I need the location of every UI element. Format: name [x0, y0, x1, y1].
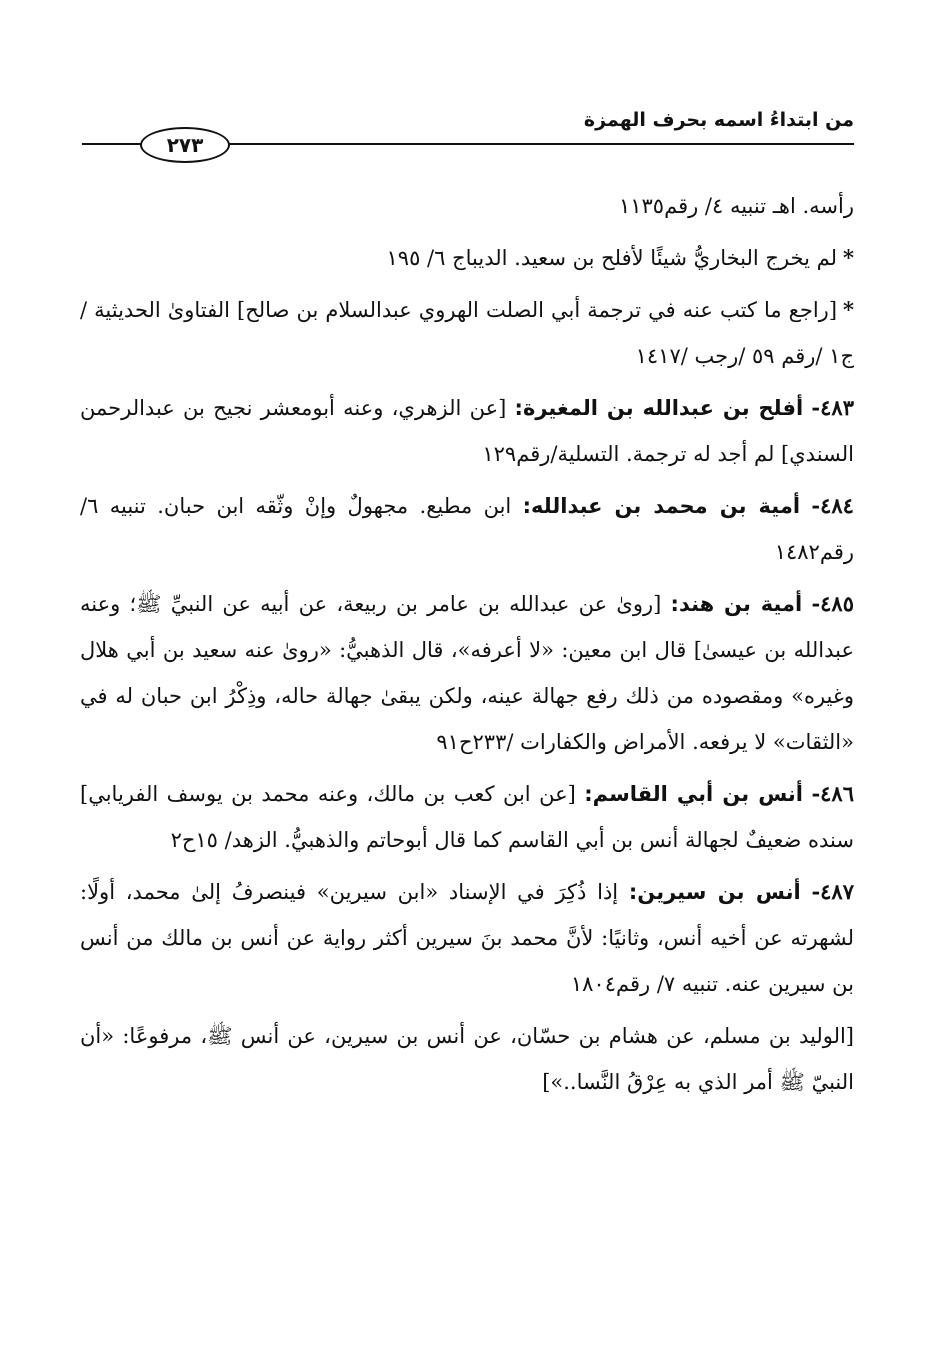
asterisk-mark: *: [843, 297, 854, 322]
entry-486: [80, 771, 854, 863]
intro-paragraph: رأسه. اهـ تنبيه ٤/ رقم١١٣٥: [618, 194, 854, 218]
entry-487: [80, 869, 854, 1007]
closing-paragraph: [الوليد بن مسلم، عن هشام بن حسّان، عن أنس بن سيرين، عن أنس ﷺ، مرفوعًا: «أن النبيّ ﷺ أمر الذي به عِرْقُ النَّسا..»]: [80, 1024, 855, 1094]
entry-485: [80, 581, 854, 765]
entry-number: ٤٨٥-: [811, 591, 854, 616]
entry-name: أمية بن هند:: [670, 592, 803, 616]
entry-name: أنس بن سيرين:: [628, 880, 801, 904]
entry-number: ٤٨٤-: [811, 493, 854, 518]
entry-text: ابن مطيع. مجهولٌ وإنْ وثّقه ابن حبان. تنبيه ٦/ رقم١٤٨٢: [80, 494, 854, 564]
entry-number: ٤٨٧-: [811, 879, 854, 904]
entry-text: إذا ذُكِرَ في الإسناد «ابن سيرين» فينصرفُ إلىٰ محمد، أولًا: لشهرته عن أخيه أنس، وثانيًا: لأنَّ محمد بنَ سيرين أكثر رواية عن أنس بن مالك من أنس بن سيرين عنه. تنبيه ٧/ رقم١٨٠٤: [80, 880, 854, 996]
running-head: من ابتداءُ اسمه بحرف الهمزة: [583, 109, 854, 131]
note-paragraph: [80, 287, 854, 379]
entry-484: [80, 483, 854, 575]
note-text: لم يخرج البخاريُّ شيئًا لأفلح بن سعيد. الديباج ٦/ ١٩٥: [386, 246, 838, 270]
entry-text: [عن ابن كعب بن مالك، وعنه محمد بن يوسف الفريابي] سنده ضعيفٌ لجهالة أنس بن أبي القاسم كما قال أبوحاتم والذهبيُّ. الزهد/ ١٥ح٢: [80, 782, 854, 852]
entry-483: [80, 385, 854, 477]
body-text: [80, 183, 854, 1111]
asterisk-mark: *: [843, 245, 854, 270]
entry-name: أفلح بن عبدالله بن المغيرة:: [514, 396, 804, 420]
entry-name: أمية بن محمد بن عبدالله:: [522, 494, 801, 518]
note-text: [راجع ما كتب عنه في ترجمة أبي الصلت الهروي عبدالسلام بن صالح] الفتاوىٰ الحديثية /ج١ /رقم ٥٩ /رجب /١٤١٧: [80, 298, 854, 368]
entry-number: ٤٨٣-: [811, 395, 854, 420]
note-paragraph: [80, 235, 854, 281]
entry-text: [عن الزهري، وعنه أبومعشر نجيح بن عبدالرحمن السندي] لم أجد له ترجمة. التسلية/رقم١٢٩: [80, 396, 854, 466]
entry-text: [روىٰ عن عبدالله بن عامر بن ربيعة، عن أبيه عن النبيِّ ﷺ؛ وعنه عبدالله بن عيسىٰ] قال ابن معين: «لا أعرفه»، قال الذهبيُّ: «روىٰ عنه سعيد بن أبي هلال وغيره» ومقصوده من ذلك رفع جهالة عينه، ولكن يبقىٰ جهالة حاله، وذِكْرُ ابن حبان له في «الثقات» لا يرفعه. الأمراض والكفارات /٢٣٣ح٩١: [80, 592, 854, 754]
entry-number: ٤٨٦-: [811, 781, 854, 806]
entry-name: أنس بن أبي القاسم:: [584, 782, 803, 806]
page-number: ٢٧٣: [140, 127, 230, 163]
